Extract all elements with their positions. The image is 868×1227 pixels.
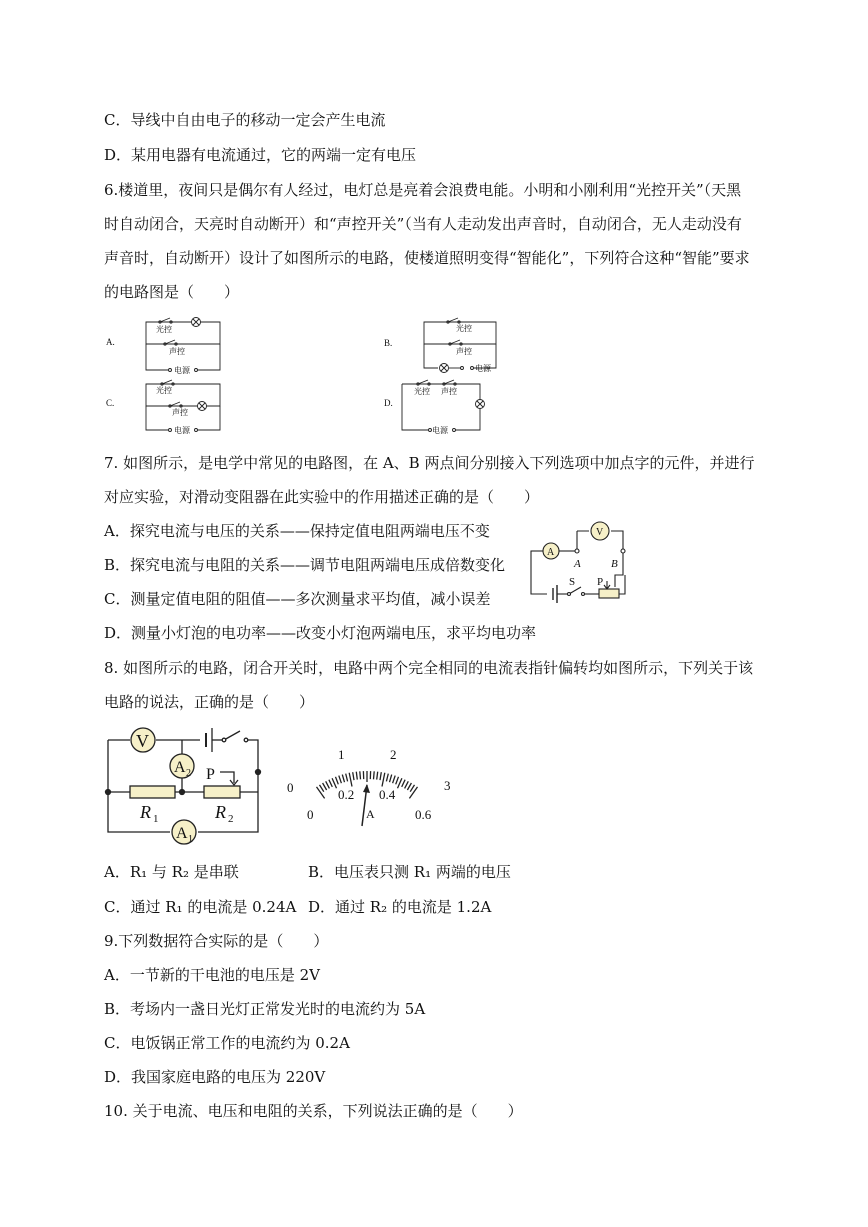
q8-stem-line-2: 电路的说法，正确的是（ ）: [104, 693, 315, 711]
q7-ammeter-label: A: [547, 547, 555, 558]
q5-option-d: D．某用电器有电流通过，它的两端一定有电压: [104, 146, 417, 164]
dial-tick: [326, 781, 330, 788]
q9-option-d: D．我国家庭电路的电压为 220V: [104, 1068, 326, 1086]
dial-tick: [360, 771, 361, 779]
dial-tick: [342, 775, 344, 783]
dial-tick: [393, 776, 396, 784]
q8-dial-top-label-1: 1: [338, 747, 345, 762]
q8-option-a: A．R₁ 与 R₂ 是串联: [104, 863, 239, 881]
q8-dial-top-label-2: 2: [390, 747, 397, 762]
dial-tick: [329, 780, 332, 787]
q6-b-power-label: 电源: [475, 364, 491, 373]
q8-ammeter-a2-subscript: 2: [186, 768, 191, 779]
q6-stem-line-4: 的电路图是（ ）: [104, 283, 240, 301]
dial-tick: [353, 772, 354, 780]
dial-tick: [398, 778, 402, 788]
q7-stem-line-1: 7. 如图所示，是电学中常见的电路图，在 A、B 两点间分别接入下列选项中加点字的元件，并进行: [104, 454, 755, 472]
dial-tick: [339, 776, 342, 784]
q6-d-sound-label: 声控: [441, 387, 457, 396]
q8-slider-label: P: [206, 766, 215, 783]
dial-tick: [374, 771, 375, 779]
q7-option-c: C．测量定值电阻的阻值——多次测量求平均值，减小误差: [104, 590, 491, 608]
dial-tick: [402, 780, 405, 787]
q8-option-b: B．电压表只测 R₁ 两端的电压: [308, 863, 511, 881]
q8-dial-bottom-label-2: 0.4: [379, 787, 396, 802]
q9-option-a: A．一节新的干电池的电压是 2V: [104, 966, 320, 984]
q6-a-sound-label: 声控: [169, 347, 185, 356]
dial-tick: [390, 775, 392, 783]
q6-b-sound-label: 声控: [456, 347, 472, 356]
dial-tick: [320, 785, 324, 792]
dial-tick: [386, 774, 388, 782]
dial-tick: [382, 773, 385, 787]
q8-option-d: D．通过 R₂ 的电流是 1.2A: [308, 898, 492, 916]
q8-r2-subscript: 2: [228, 813, 234, 825]
dial-tick: [377, 772, 378, 780]
q6-c-light-label: 光控: [156, 386, 172, 395]
q8-r2-label: R: [215, 802, 226, 822]
q6-circuit-c: [106, 380, 220, 435]
q7-slider-label: P: [597, 576, 604, 588]
q10-stem: 10. 关于电流、电压和电阻的关系，下列说法正确的是（ ）: [104, 1102, 523, 1120]
q6-a-power-label: 电源: [174, 366, 190, 375]
q7-stem-line-2: 对应实验，对滑动变阻器在此实验中的作用描述正确的是（ ）: [104, 488, 540, 506]
q7-option-b: B．探究电流与电阻的关系——调节电阻两端电压成倍数变化: [104, 556, 506, 574]
q6-label-a: A.: [106, 337, 115, 347]
q8-ammeter-a1-subscript: 1: [188, 834, 193, 845]
q8-ammeter-a1-label: A: [176, 825, 188, 842]
q5-option-c: C．导线中自由电子的移动一定会产生电流: [104, 111, 386, 129]
q7-voltmeter-label: V: [596, 527, 604, 538]
q8-ammeter-a2-label: A: [174, 759, 186, 776]
dial-tick: [380, 772, 381, 780]
q7-point-b-label: B: [611, 558, 618, 570]
dial-tick: [317, 787, 325, 799]
q8-dial-top-label-3: 3: [444, 778, 451, 793]
q7-circuit-figure: [525, 515, 640, 610]
q6-circuit-d: [384, 380, 485, 435]
q7-point-a-label: A: [574, 558, 581, 570]
q9-stem: 9.下列数据符合实际的是（ ）: [104, 932, 329, 950]
dial-tick: [407, 783, 411, 790]
q6-d-power-label: 电源: [432, 426, 448, 435]
q9-option-c: C．电饭锅正常工作的电流约为 0.2A: [104, 1034, 350, 1052]
q6-label-d: D.: [384, 398, 393, 408]
q6-label-c: C.: [106, 398, 115, 408]
q7-option-d: D．测量小灯泡的电功率——改变小灯泡两端电压，求平均电功率: [104, 624, 537, 642]
q6-circuit-a: [106, 318, 220, 376]
q6-c-power-label: 电源: [174, 426, 190, 435]
q6-d-light-label: 光控: [414, 387, 430, 396]
dial-tick: [332, 778, 336, 788]
q6-circuit-b: [384, 318, 496, 373]
q8-circuit-figure: [100, 720, 270, 850]
q6-a-light-label: 光控: [156, 325, 172, 334]
q8-r1-subscript: 1: [153, 813, 159, 825]
dial-tick: [409, 787, 417, 799]
q9-option-b: B．考场内一盏日光灯正常发光时的电流约为 5A: [104, 1000, 426, 1018]
q8-dial-bottom-label-3: 0.6: [415, 807, 432, 822]
dial-tick: [336, 777, 339, 785]
q8-dial-top-label-0: 0: [287, 780, 294, 795]
dial-tick: [323, 783, 327, 790]
dial-tick: [410, 785, 414, 792]
q7-switch-label: S: [569, 576, 576, 588]
q8-voltmeter-label: V: [136, 731, 149, 751]
q6-circuit-options-figure: [100, 312, 520, 440]
dial-tick: [396, 777, 399, 785]
q6-stem-line-3: 声音时，自动断开）设计了如图所示的电路，使楼道照明变得“智能化”，下列符合这种“智能”要求: [104, 249, 750, 267]
q6-stem-line-1: 6.楼道里，夜间只是偶尔有人经过，电灯总是亮着会浪费电能。小明和小刚利用“光控开关”（天黑: [104, 181, 742, 199]
q6-label-b: B.: [384, 338, 393, 348]
dial-tick: [356, 772, 357, 780]
q7-option-a: A．探究电流与电压的关系——保持定值电阻两端电压不变: [104, 522, 490, 540]
q6-stem-line-2: 时自动闭合，天亮时自动断开）和“声控开关”（当有人走动发出声音时，自动闭合，无人走动没有: [104, 215, 742, 233]
dial-tick: [346, 774, 348, 782]
q6-b-light-label: 光控: [456, 324, 472, 333]
dial-tick: [405, 781, 409, 788]
dial-tick: [349, 773, 352, 787]
q8-dial-unit: A: [366, 807, 375, 821]
q8-option-c: C．通过 R₁ 的电流是 0.24A: [104, 898, 297, 916]
q6-c-sound-label: 声控: [172, 408, 188, 417]
q8-r1-label: R: [140, 802, 151, 822]
q8-dial-bottom-label-1: 0.2: [338, 787, 355, 802]
q8-ammeter-dial-figure: [282, 744, 462, 828]
q8-dial-bottom-label-0: 0: [307, 807, 314, 822]
q8-stem-line-1: 8. 如图所示的电路，闭合开关时，电路中两个完全相同的电流表指针偏转均如图所示，下列关于该: [104, 659, 754, 677]
